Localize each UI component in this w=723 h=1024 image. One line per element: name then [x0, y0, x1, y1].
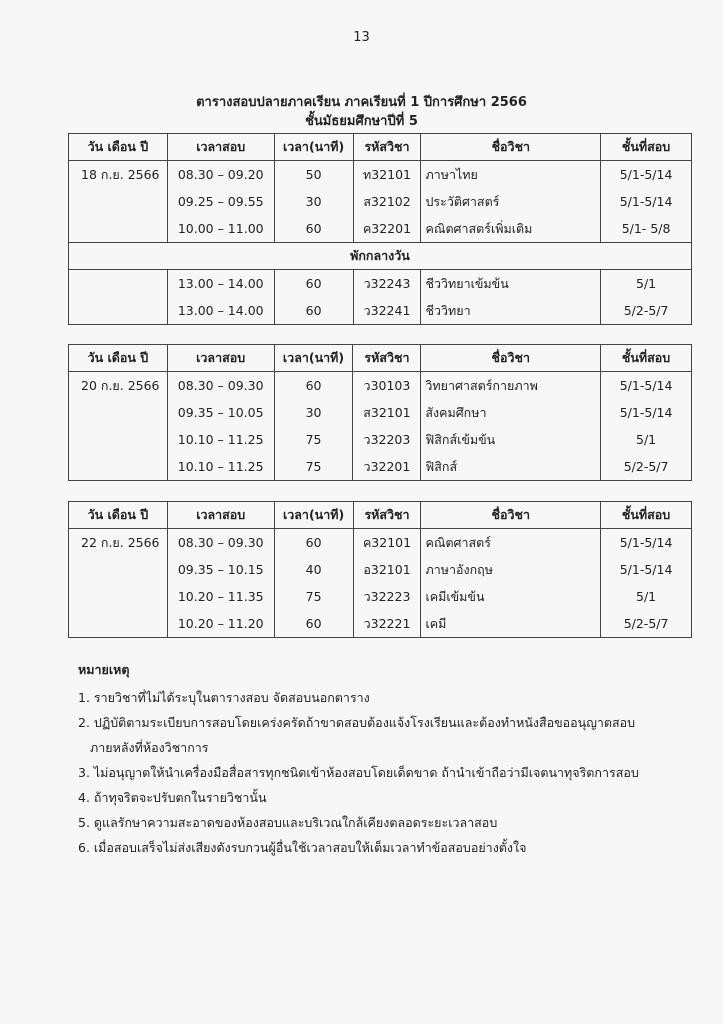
exam-date-cell — [69, 215, 168, 243]
exam-room: 5/1-5/14 — [601, 188, 692, 215]
table-header-row — [69, 134, 692, 161]
exam-room: 5/1-5/14 — [601, 372, 692, 400]
exam-time: 08.30 – 09.20 — [167, 161, 274, 189]
table-row — [69, 270, 692, 298]
exam-duration: 60 — [274, 297, 353, 325]
col-header-code: รหัสวิชา — [353, 134, 421, 161]
col-header-duration: เวลา(นาที) — [274, 502, 353, 529]
exam-date-cell — [69, 583, 168, 610]
lunch-break-row — [69, 243, 692, 270]
exam-time: 13.00 – 14.00 — [167, 297, 274, 325]
subject-code: ว32241 — [353, 297, 421, 325]
exam-duration: 50 — [274, 161, 353, 189]
table-row — [69, 583, 692, 610]
subject-code: ค32101 — [353, 529, 421, 557]
exam-room: 5/1 — [601, 426, 692, 453]
exam-table-day3 — [68, 501, 692, 638]
exam-duration: 75 — [274, 453, 353, 481]
subject-name: ประวัติศาสตร์ — [421, 188, 601, 215]
col-header-room: ชั้นที่สอบ — [601, 134, 692, 161]
exam-table-day1 — [68, 133, 692, 325]
subject-code: ว32221 — [353, 610, 421, 638]
exam-room: 5/1 — [601, 270, 692, 298]
lunch-break-label: พักกลางวัน — [69, 243, 692, 270]
subject-name: ภาษาไทย — [421, 161, 601, 189]
col-header-duration: เวลา(นาที) — [274, 134, 353, 161]
table-header-row — [69, 502, 692, 529]
exam-duration: 30 — [274, 399, 353, 426]
note-item: 3. ไม่อนุญาตให้นำเครื่องมือสื่อสารทุกชนิดเข้าห้องสอบโดยเด็ดขาด ถ้านำเข้าถือว่ามีเจตนาทุจริตการสอบ — [78, 765, 639, 780]
col-header-code: รหัสวิชา — [353, 345, 421, 372]
exam-duration: 60 — [274, 372, 353, 400]
col-header-date: วัน เดือน ปี — [69, 134, 168, 161]
subject-name: คณิตศาสตร์เพิ่มเติม — [421, 215, 601, 243]
exam-room: 5/1- 5/8 — [601, 215, 692, 243]
exam-room: 5/1 — [601, 583, 692, 610]
subject-code: ว32203 — [353, 426, 421, 453]
exam-time: 10.00 – 11.00 — [167, 215, 274, 243]
exam-date-cell — [69, 610, 168, 638]
exam-room: 5/1-5/14 — [601, 556, 692, 583]
col-header-code: รหัสวิชา — [353, 502, 421, 529]
col-header-time: เวลาสอบ — [167, 502, 274, 529]
subject-code: ส32102 — [353, 188, 421, 215]
exam-duration: 40 — [274, 556, 353, 583]
exam-time: 13.00 – 14.00 — [167, 270, 274, 298]
exam-time: 10.10 – 11.25 — [167, 426, 274, 453]
table-row — [69, 372, 692, 400]
exam-time: 10.10 – 11.25 — [167, 453, 274, 481]
page-title: ตารางสอบปลายภาคเรียน ภาคเรียนที่ 1 ปีการศึกษา 2566 — [196, 95, 527, 110]
exam-date-cell — [69, 556, 168, 583]
exam-date: 22 ก.ย. 2566 — [69, 529, 168, 557]
table-header-row — [69, 345, 692, 372]
exam-room: 5/2-5/7 — [601, 610, 692, 638]
col-header-subject: ชื่อวิชา — [421, 502, 601, 529]
exam-date-cell — [69, 399, 168, 426]
exam-date-cell — [69, 426, 168, 453]
note-item: 4. ถ้าทุจริตจะปรับตกในรายวิชานั้น — [78, 790, 267, 805]
subject-code: ว32201 — [353, 453, 421, 481]
table-row — [69, 215, 692, 243]
exam-date: 20 ก.ย. 2566 — [69, 372, 168, 400]
note-item: 2. ปฏิบัติตามระเบียบการสอบโดยเคร่งครัดถ้าขาดสอบต้องแจ้งโรงเรียนและต้องทำหนังสือขออนุญาตสอบ — [78, 715, 636, 730]
subject-code: ส32101 — [353, 399, 421, 426]
subject-name: คณิตศาสตร์ — [421, 529, 601, 557]
subject-name: ภาษาอังกฤษ — [421, 556, 601, 583]
exam-date-cell — [69, 297, 168, 325]
exam-time: 09.35 – 10.15 — [167, 556, 274, 583]
table-row — [69, 161, 692, 189]
note-item: 6. เมื่อสอบเสร็จไม่ส่งเสียงดังรบกวนผู้อื่นใช้เวลาสอบให้เต็มเวลาทำข้อสอบอย่างตั้งใจ — [78, 840, 527, 855]
page-number: 13 — [353, 30, 370, 45]
exam-duration: 60 — [274, 270, 353, 298]
exam-table-day2 — [68, 344, 692, 481]
exam-duration: 75 — [274, 583, 353, 610]
exam-date-cell — [69, 453, 168, 481]
col-header-date: วัน เดือน ปี — [69, 345, 168, 372]
subject-code: ว32243 — [353, 270, 421, 298]
table-row — [69, 453, 692, 481]
table-row — [69, 426, 692, 453]
subject-code: อ32101 — [353, 556, 421, 583]
col-header-time: เวลาสอบ — [167, 134, 274, 161]
subject-name: เคมีเข้มข้น — [421, 583, 601, 610]
exam-room: 5/2-5/7 — [601, 453, 692, 481]
table-row — [69, 556, 692, 583]
col-header-subject: ชื่อวิชา — [421, 345, 601, 372]
subject-name: สังคมศึกษา — [421, 399, 601, 426]
exam-date-cell — [69, 188, 168, 215]
exam-date: 18 ก.ย. 2566 — [69, 161, 168, 189]
exam-room: 5/2-5/7 — [601, 297, 692, 325]
col-header-room: ชั้นที่สอบ — [601, 502, 692, 529]
exam-duration: 75 — [274, 426, 353, 453]
table-row — [69, 610, 692, 638]
exam-duration: 30 — [274, 188, 353, 215]
exam-time: 10.20 – 11.35 — [167, 583, 274, 610]
col-header-room: ชั้นที่สอบ — [601, 345, 692, 372]
col-header-duration: เวลา(นาที) — [274, 345, 353, 372]
exam-time: 10.20 – 11.20 — [167, 610, 274, 638]
subject-name: ชีววิทยา — [421, 297, 601, 325]
exam-room: 5/1-5/14 — [601, 161, 692, 189]
table-row — [69, 399, 692, 426]
col-header-time: เวลาสอบ — [167, 345, 274, 372]
col-header-date: วัน เดือน ปี — [69, 502, 168, 529]
exam-room: 5/1-5/14 — [601, 529, 692, 557]
subject-code: ว30103 — [353, 372, 421, 400]
exam-duration: 60 — [274, 610, 353, 638]
exam-time: 08.30 – 09.30 — [167, 372, 274, 400]
note-item-continuation: ภายหลังที่ห้องวิชาการ — [90, 740, 209, 755]
exam-time: 09.25 – 09.55 — [167, 188, 274, 215]
subject-name: ฟิสิกส์ — [421, 453, 601, 481]
exam-room: 5/1-5/14 — [601, 399, 692, 426]
subject-name: ฟิสิกส์เข้มข้น — [421, 426, 601, 453]
table-row — [69, 529, 692, 557]
note-item: 1. รายวิชาที่ไม่ได้ระบุในตารางสอบ จัดสอบนอกตาราง — [78, 690, 370, 705]
subject-code: ท32101 — [353, 161, 421, 189]
col-header-subject: ชื่อวิชา — [421, 134, 601, 161]
subject-code: ค32201 — [353, 215, 421, 243]
notes-section — [78, 657, 639, 860]
subject-name: เคมี — [421, 610, 601, 638]
exam-time: 08.30 – 09.30 — [167, 529, 274, 557]
subject-code: ว32223 — [353, 583, 421, 610]
exam-time: 09.35 – 10.05 — [167, 399, 274, 426]
notes-heading: หมายเหตุ — [78, 662, 130, 677]
note-item: 5. ดูแลรักษาความสะอาดของห้องสอบและบริเวณใกล้เคียงตลอดระยะเวลาสอบ — [78, 815, 498, 830]
exam-duration: 60 — [274, 529, 353, 557]
exam-date-cell — [69, 270, 168, 298]
table-row — [69, 297, 692, 325]
subject-name: วิทยาศาสตร์กายภาพ — [421, 372, 601, 400]
subject-name: ชีววิทยาเข้มข้น — [421, 270, 601, 298]
page-subtitle: ชั้นมัธยมศึกษาปีที่ 5 — [305, 114, 418, 129]
exam-duration: 60 — [274, 215, 353, 243]
table-row — [69, 188, 692, 215]
